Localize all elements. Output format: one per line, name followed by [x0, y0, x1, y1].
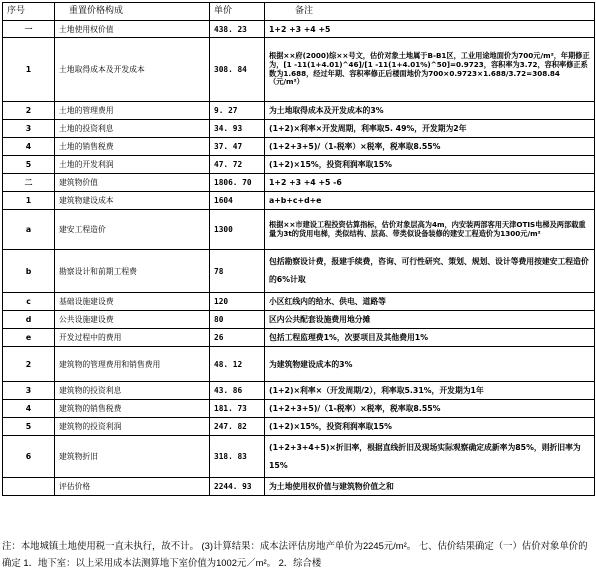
row-component: 建筑物的销售税费 — [55, 400, 210, 418]
row-index: d — [3, 311, 55, 329]
row-component: 基础设施建设费 — [55, 293, 210, 311]
row-remark: 为土地取得成本及开发成本的3% — [265, 102, 595, 120]
table-row — [3, 174, 595, 192]
row-component: 土地使用权价值 — [55, 21, 210, 38]
price-table — [2, 2, 595, 496]
row-index: e — [3, 329, 55, 347]
row-index: b — [3, 250, 55, 293]
row-component: 建安工程造价 — [55, 210, 210, 250]
table-row — [3, 329, 595, 347]
row-unit-price: 1604 — [210, 192, 265, 210]
row-remark: 为土地使用权价值与建筑物价值之和 — [265, 478, 595, 496]
row-index: 5 — [3, 418, 55, 436]
row-remark: (1+2)×利率×（开发周期/2），利率取5.31%，开发期为1年 — [265, 382, 595, 400]
row-index: 4 — [3, 400, 55, 418]
table-row — [3, 38, 595, 102]
header-remarks: 备注 — [265, 3, 595, 21]
row-index: 6 — [3, 436, 55, 478]
table-row — [3, 400, 595, 418]
row-remark: 包括工程监理费1%，次要项目及其他费用1% — [265, 329, 595, 347]
row-unit-price: 43. 86 — [210, 382, 265, 400]
row-index: 2 — [3, 102, 55, 120]
row-component: 土地的开发利润 — [55, 156, 210, 174]
row-index: 2 — [3, 347, 55, 382]
row-remark: (1+2)×15%，投资利润率取15% — [265, 156, 595, 174]
row-component: 勘察设计和前期工程费 — [55, 250, 210, 293]
header-row — [3, 3, 595, 21]
row-component: 土地的管理费用 — [55, 102, 210, 120]
row-remark: 1+2 +3 +4 +5 — [265, 21, 595, 38]
row-remark: a+b+c+d+e — [265, 192, 595, 210]
row-component: 建筑物的投资利润 — [55, 418, 210, 436]
row-index: 1 — [3, 38, 55, 102]
row-index: 3 — [3, 382, 55, 400]
row-index: c — [3, 293, 55, 311]
row-component: 建筑物价值 — [55, 174, 210, 192]
row-unit-price: 78 — [210, 250, 265, 293]
row-index: 5 — [3, 156, 55, 174]
row-remark: 1+2 +3 +4 +5 -6 — [265, 174, 595, 192]
row-component: 建筑物的投资利息 — [55, 382, 210, 400]
row-remark: (1+2+3+5)/（1-税率）×税率，税率取8.55% — [265, 138, 595, 156]
header-component: 重置价格构成 — [55, 3, 210, 21]
table-row — [3, 156, 595, 174]
row-unit-price: 2244. 93 — [210, 478, 265, 496]
table-row — [3, 382, 595, 400]
table-row — [3, 418, 595, 436]
table-row — [3, 250, 595, 293]
row-unit-price: 247. 82 — [210, 418, 265, 436]
row-unit-price: 181. 73 — [210, 400, 265, 418]
row-unit-price: 1300 — [210, 210, 265, 250]
row-component: 评估价格 — [55, 478, 210, 496]
table-row — [3, 210, 595, 250]
table-row — [3, 120, 595, 138]
row-remark: (1+2+3+5)/（1-税率）×税率，税率取8.55% — [265, 400, 595, 418]
row-component: 土地的销售税费 — [55, 138, 210, 156]
row-unit-price: 120 — [210, 293, 265, 311]
table-row — [3, 293, 595, 311]
row-component: 建筑物建设成本 — [55, 192, 210, 210]
row-remark: 根据××府(2000)综××号文，估价对象土地属于B-B1区，工业用途地面价为700元/m²，年期修正为，[1 -11(1+4.01)^46]/[1 -11(1+4.01%)^50]=0.9723，容积率为3.72，容积率修正系数为1.688，经过年期、容积率修正后楼面地价为700×0.9723×1.688/3.72=308.84（元/m²） — [265, 38, 595, 102]
table-row — [3, 192, 595, 210]
row-component: 公共设施建设费 — [55, 311, 210, 329]
row-unit-price: 438. 23 — [210, 21, 265, 38]
row-component: 建筑物折旧 — [55, 436, 210, 478]
table-body — [3, 21, 595, 496]
row-remark: 区内公共配套设施费用地分摊 — [265, 311, 595, 329]
row-remark: 根据××市建设工程投资估算指标，估价对象层高为4m，内安装两部客用天津OTIS电梯及两部载重量为3t的货用电梯，类似结构、层高、带类似设备装修的建安工程造价为1300元/m² — [265, 210, 595, 250]
row-unit-price: 1806. 70 — [210, 174, 265, 192]
header-index: 序号 — [3, 3, 55, 21]
row-index: 二 — [3, 174, 55, 192]
row-index: 3 — [3, 120, 55, 138]
table-row — [3, 347, 595, 382]
table-row — [3, 138, 595, 156]
row-index: a — [3, 210, 55, 250]
table-row — [3, 102, 595, 120]
row-unit-price: 308. 84 — [210, 38, 265, 102]
header-unit-price: 单价 — [210, 3, 265, 21]
row-remark: (1+2)×利率×开发周期，利率取5. 49%，开发期为2年 — [265, 120, 595, 138]
table-row — [3, 478, 595, 496]
row-index: 一 — [3, 21, 55, 38]
row-remark: (1+2+3+4+5)×折旧率，根据直线折旧及现场实际观察确定成新率为85%，则折旧率为15% — [265, 436, 595, 478]
row-unit-price: 34. 93 — [210, 120, 265, 138]
row-unit-price: 37. 47 — [210, 138, 265, 156]
row-component: 土地的投资利息 — [55, 120, 210, 138]
row-remark: 包括勘察设计费，报建手续费，咨询、可行性研究、策划、规划、设计等费用按建安工程造价的6%计取 — [265, 250, 595, 293]
row-component: 土地取得成本及开发成本 — [55, 38, 210, 102]
row-unit-price: 9. 27 — [210, 102, 265, 120]
row-index — [3, 478, 55, 496]
row-component: 建筑物的管理费用和销售费用 — [55, 347, 210, 382]
row-unit-price: 318. 83 — [210, 436, 265, 478]
row-unit-price: 47. 72 — [210, 156, 265, 174]
row-remark: 小区红线内的给水、供电、道路等 — [265, 293, 595, 311]
row-index: 4 — [3, 138, 55, 156]
table-row — [3, 436, 595, 478]
row-component: 开发过程中的费用 — [55, 329, 210, 347]
row-remark: (1+2)×15%，投资利润率取15% — [265, 418, 595, 436]
row-unit-price: 48. 12 — [210, 347, 265, 382]
table-row — [3, 21, 595, 38]
row-remark: 为建筑物建设成本的3% — [265, 347, 595, 382]
row-unit-price: 26 — [210, 329, 265, 347]
footnote: 注：本地城镇土地使用税一直未执行，故不计。 (3)计算结果：成本法评估房地产单价为2245元/m²。 七、估价结果确定（一）估价对象单价的确定 1．地下室：以上采用成本法测算地下室价值为1002元／m²。 2．综合楼 — [2, 540, 588, 568]
table-row — [3, 311, 595, 329]
row-index: 1 — [3, 192, 55, 210]
row-unit-price: 80 — [210, 311, 265, 329]
